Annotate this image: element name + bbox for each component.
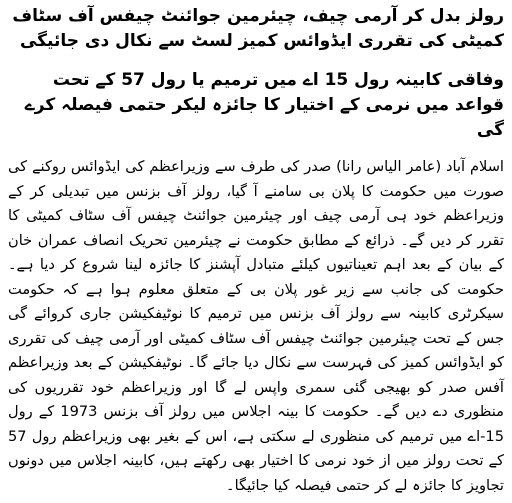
- headline-primary: رولز بدل کر آرمی چیف، چیئرمین جوائنٹ چیفس آف سٹاف کمیٹی کی تقرری ایڈوائس کمیز لسٹ سے نکال دی جائیگی: [12, 6, 504, 51]
- article-body: اسلام آباد (عامر الیاس رانا) صدر کی طرف سے وزیراعظم کی ایڈوائس روکنے کی صورت میں حکومت کا پلان بی سامنے آ گیا، رولز آف بزنس میں تبدیلی کر کے وزیراعظم خود ہی آرمی چیف اور چیئرمین جوائنٹ چیفس آف سٹاف کمیٹی کا تقرر کر دیں گے۔ ذرائع کے مطابق حکومت نے چیئرمین تحریک انصاف عمران خان کے بیان کے بعد اہم تعیناتیوں کیلئے متبادل آپشنز کا جائزہ لینا شروع کر دیا ہے۔ حکومت کی جانب سے زیر غور پلان بی کے متعلق معلوم ہوا ہے کہ حکومت سیکرٹری کابینہ سے رولز آف بزنس میں ترمیم کا نوٹیفکیشن جاری کروائے گی جس کے تحت چیئرمین جوائنٹ چیفس آف سٹاف کمیٹی اور آرمی چیف کی تقرری کو ایڈوائس کمیز کی فہرست سے نکال دیا جائے گا۔ نوٹیفکیشن کے بعد وزیراعظم آفس صدر کو بھیجی گئی سمری واپس لے گا اور وزیراعظم خود تقرریوں کی منظوری دے دیں گے۔ حکومت کا بینہ اجلاس میں رولز آف بزنس 1973 کے رول 15-اے میں ترمیم کی منظوری لے سکتی ہے، اس کے بغیر بھی وزیراعظم رول 57 کے تحت رولز میں از خود نرمی کا اختیار بھی رکھتے ہیں، کابینہ اجلاس میں دونوں تجاویز کا جائزہ لے کر حتمی فیصلہ کیا جائیگا۔: [8, 158, 504, 494]
- headline-secondary: وفاقی کابینہ رول 15 اے میں ترمیم یا رول 57 کے تحت قواعد میں نرمی کے اختیار کا جائزہ لیکر حتمی فیصلہ کرے گی: [24, 70, 504, 140]
